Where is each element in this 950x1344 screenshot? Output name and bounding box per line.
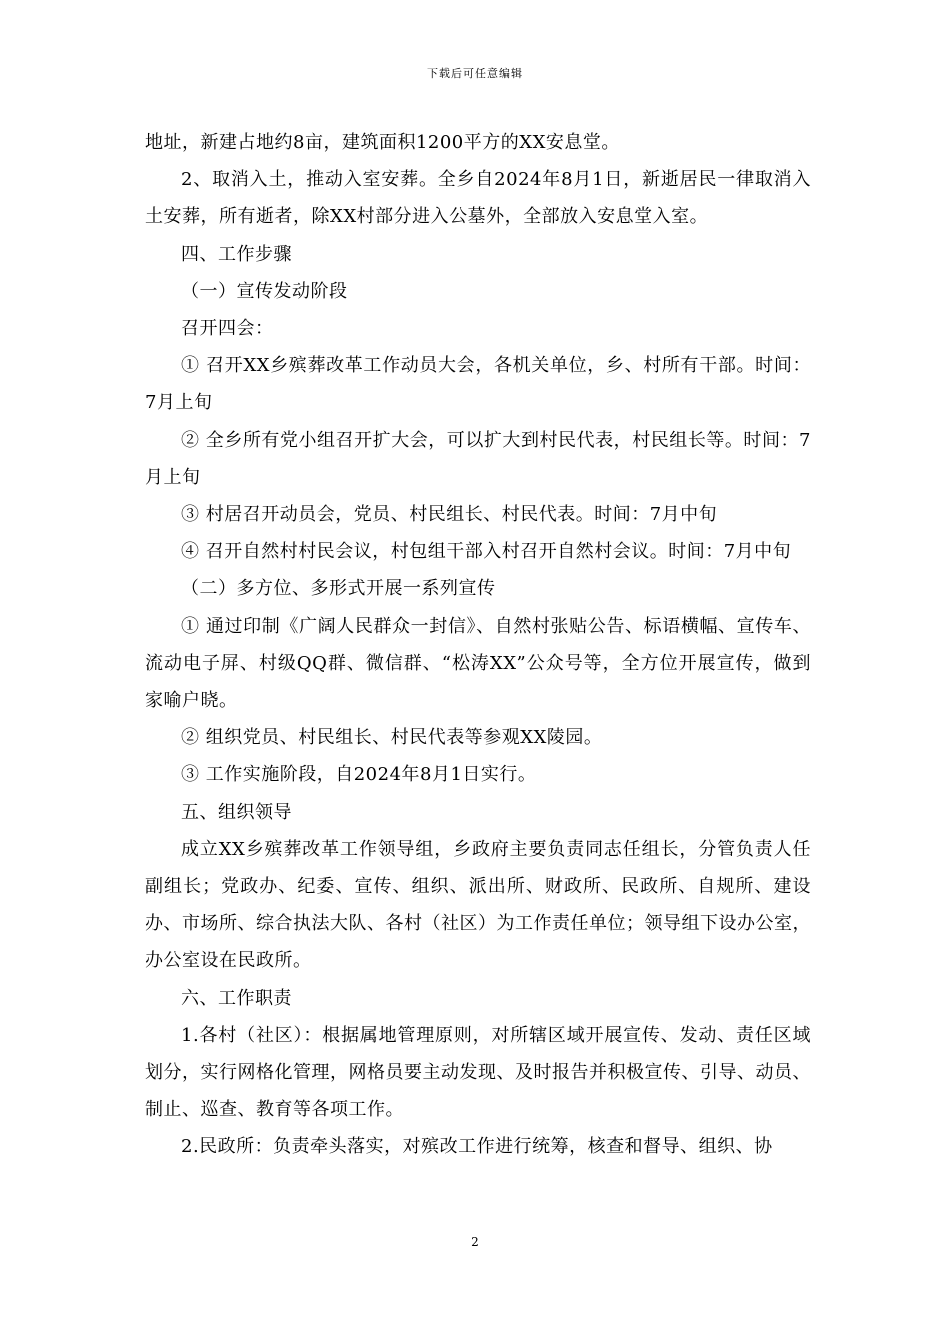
document-body [145,124,811,1166]
page-number: 2 [471,1235,479,1249]
list-item: ③ 工作实施阶段，自2024年8月1日实行。 [181,764,537,786]
list-item: 2.民政所：负责牵头落实，对殡改工作进行统筹，核查和督导、组织、协 [181,1136,773,1158]
list-item: ① 召开XX乡殡葬改革工作动员大会，各机关单位，乡、村所有干部。时间：7月上旬 [145,355,811,414]
list-item: ② 全乡所有党小组召开扩大会，可以扩大到村民代表，村民组长等。时间：7月上旬 [145,429,811,488]
section-heading: 五、组织领导 [181,801,292,823]
list-item: ① 通过印制《广阔人民群众一封信》、自然村张贴公告、标语横幅、宣传车、流动电子屏、村级QQ群、微信群、“松涛XX”公众号等，全方位开展宣传，做到家喻户晓。 [145,615,811,712]
paragraph: 召开四会： [181,318,274,340]
list-item: ④ 召开自然村村民会议，村包组干部入村召开自然村会议。时间：7月中旬 [181,541,792,563]
list-item: ③ 村居召开动员会，党员、村民组长、村民代表。时间：7月中旬 [181,504,718,526]
page-header: 下载后可任意编辑 [427,67,523,80]
subsection-heading: （一）宣传发动阶段 [181,280,348,302]
list-item: 1.各村（社区）：根据属地管理原则，对所辖区域开展宣传、发动、责任区域划分，实行网格化管理，网格员要主动发现、及时报告并积极宣传、引导、动员、制止、巡查、教育等各项工作。 [145,1024,811,1121]
paragraph: 2、取消入土，推动入室安葬。全乡自2024年8月1日，新逝居民一律取消入土安葬，所有逝者，除XX村部分进入公墓外，全部放入安息堂入室。 [145,169,811,228]
list-item: ② 组织党员、村民组长、村民代表等参观XX陵园。 [181,727,603,749]
section-heading: 四、工作步骤 [181,243,292,265]
section-heading: 六、工作职责 [181,987,292,1009]
subsection-heading: （二）多方位、多形式开展一系列宣传 [181,578,496,600]
paragraph: 成立XX乡殡葬改革工作领导组，乡政府主要负责同志任组长，分管负责人任副组长；党政办、纪委、宣传、组织、派出所、财政所、民政所、自规所、建设办、市场所、综合执法大队、各村（社区）为工作责任单位；领导组下设办公室，办公室设在民政所。 [145,838,811,972]
paragraph: 地址，新建占地约8亩，建筑面积1200平方的XX安息堂。 [145,132,620,153]
